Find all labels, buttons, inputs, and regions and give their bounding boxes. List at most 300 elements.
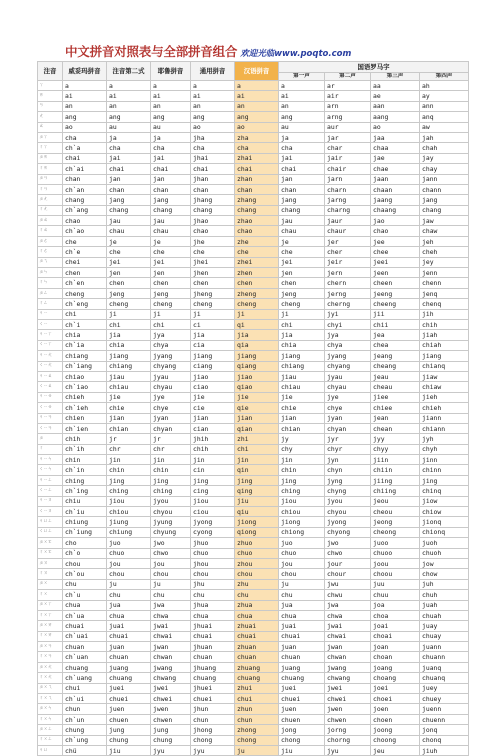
table-row	[38, 662, 469, 672]
cell-tone-2: jwai	[325, 621, 371, 631]
cell-tone-4: chuay	[420, 631, 469, 641]
cell-tone-4: jay	[420, 153, 469, 163]
cell-mps2: jiou	[107, 496, 151, 506]
cell-mps2: chuo	[107, 548, 151, 558]
cell-zhuyin: ㄓㄨㄣ	[38, 704, 63, 714]
cell-tone-2: chwu	[325, 590, 371, 600]
cell-tone-4: jiuh	[420, 746, 469, 756]
cell-zhuyin: ㄐㄧㄥ	[38, 475, 63, 485]
cell-hanyu-pinyin: jian	[235, 413, 279, 423]
cell-mps2: chau	[107, 226, 151, 236]
cell-tongyong: jiao	[191, 371, 235, 381]
cell-zhuyin: ㄚ	[38, 81, 63, 91]
cell-mps2: jeng	[107, 288, 151, 298]
cell-hanyu-pinyin: ang	[235, 112, 279, 122]
cell-tongyong: jhua	[191, 600, 235, 610]
cell-tone-1: chiou	[279, 507, 325, 517]
cell-mps2: chou	[107, 569, 151, 579]
cell-hanyu-pinyin: zhu	[235, 579, 279, 589]
cell-tone-2: chyong	[325, 527, 371, 537]
cell-hanyu-pinyin: zhuai	[235, 621, 279, 631]
cell-wade-giles: ai	[63, 91, 107, 101]
cell-hanyu-pinyin: qin	[235, 465, 279, 475]
cell-tone-1: jian	[279, 413, 325, 423]
cell-mps2: jiang	[107, 351, 151, 361]
cell-zhuyin: ㄔㄞ	[38, 164, 63, 174]
cell-mps2: cheng	[107, 299, 151, 309]
cell-hanyu-pinyin: chou	[235, 569, 279, 579]
cell-mps2: jou	[107, 558, 151, 568]
cell-tone-2: jyang	[325, 351, 371, 361]
cell-tongyong: chu	[191, 590, 235, 600]
cell-yale: chan	[151, 184, 191, 194]
cell-wade-giles: ch`an	[63, 184, 107, 194]
cell-yale: chyan	[151, 423, 191, 433]
cell-yale: chang	[151, 205, 191, 215]
cell-tone-1: chin	[279, 465, 325, 475]
cell-tone-4: juh	[420, 579, 469, 589]
cell-yale: cha	[151, 143, 191, 153]
cell-tone-4: juann	[420, 642, 469, 652]
cell-tongyong: jhong	[191, 725, 235, 735]
cell-tongyong: jhei	[191, 257, 235, 267]
cell-wade-giles: ch`ia	[63, 340, 107, 350]
cell-tone-1: chuen	[279, 714, 325, 724]
cell-tone-3: aan	[371, 101, 420, 111]
cell-wade-giles: ch`iang	[63, 361, 107, 371]
cell-mps2: jiau	[107, 371, 151, 381]
cell-zhuyin: ㄔㄨㄤ	[38, 673, 63, 683]
table-row	[38, 579, 469, 589]
cell-tongyong: jyong	[191, 517, 235, 527]
cell-mps2: ai	[107, 91, 151, 101]
table-row	[38, 590, 469, 600]
cell-tone-1: juen	[279, 704, 325, 714]
cell-tongyong: ao	[191, 122, 235, 132]
cell-tone-2: chwan	[325, 652, 371, 662]
table-row	[38, 361, 469, 371]
cell-wade-giles: ch`in	[63, 465, 107, 475]
cell-tongyong: ai	[191, 91, 235, 101]
cell-tone-3: jaang	[371, 195, 420, 205]
cell-tongyong: jhun	[191, 704, 235, 714]
cell-mps2: ching	[107, 486, 151, 496]
cell-tone-4: chuoh	[420, 548, 469, 558]
cell-tone-1: ji	[279, 309, 325, 319]
cell-mps2: jiung	[107, 517, 151, 527]
table-row	[38, 371, 469, 381]
cell-hanyu-pinyin: zhuan	[235, 642, 279, 652]
cell-tone-4: juoh	[420, 538, 469, 548]
header-yale: 耶鲁拼音	[151, 62, 191, 81]
cell-hanyu-pinyin: ju	[235, 746, 279, 756]
cell-hanyu-pinyin: zhei	[235, 257, 279, 267]
cell-hanyu-pinyin: chi	[235, 444, 279, 454]
cell-tone-2: chyi	[325, 319, 371, 329]
cell-tone-2: jerng	[325, 288, 371, 298]
cell-wade-giles: ch`a	[63, 143, 107, 153]
cell-wade-giles: ch`iung	[63, 527, 107, 537]
cell-tone-4: jah	[420, 132, 469, 142]
cell-zhuyin: ㄓㄟ	[38, 257, 63, 267]
cell-tone-2: ar	[325, 81, 371, 91]
cell-mps2: jang	[107, 195, 151, 205]
cell-yale: ang	[151, 112, 191, 122]
pinyin-table	[37, 61, 469, 756]
cell-yale: jwo	[151, 538, 191, 548]
table-row	[38, 309, 469, 319]
cell-tone-1: cha	[279, 143, 325, 153]
cell-mps2: juen	[107, 704, 151, 714]
cell-zhuyin: ㄓㄥ	[38, 288, 63, 298]
cell-wade-giles: ch`u	[63, 590, 107, 600]
cell-wade-giles: ch`uai	[63, 631, 107, 641]
cell-tone-4: juenn	[420, 704, 469, 714]
cell-mps2: je	[107, 236, 151, 246]
cell-mps2: juan	[107, 642, 151, 652]
cell-tone-4: jey	[420, 257, 469, 267]
cell-tone-2: aur	[325, 122, 371, 132]
cell-tongyong: chong	[191, 735, 235, 745]
cell-mps2: chie	[107, 403, 151, 413]
cell-tone-1: ju	[279, 579, 325, 589]
table-row	[38, 184, 469, 194]
cell-tone-2: jyn	[325, 455, 371, 465]
cell-tone-4: chionq	[420, 527, 469, 537]
cell-tone-4: juah	[420, 600, 469, 610]
cell-zhuyin: ㄑㄧㄥ	[38, 486, 63, 496]
cell-yale: chyang	[151, 361, 191, 371]
cell-hanyu-pinyin: chun	[235, 714, 279, 724]
cell-wade-giles: chao	[63, 216, 107, 226]
cell-tone-4: juey	[420, 683, 469, 693]
cell-yale: ai	[151, 91, 191, 101]
cell-tone-3: choou	[371, 569, 420, 579]
cell-tone-1: jan	[279, 174, 325, 184]
cell-tone-4: jieh	[420, 392, 469, 402]
cell-zhuyin: ㄓㄢ	[38, 174, 63, 184]
cell-tone-2: jwo	[325, 538, 371, 548]
cell-mps2: jung	[107, 725, 151, 735]
cell-mps2: chen	[107, 278, 151, 288]
table-row	[38, 413, 469, 423]
table-row	[38, 527, 469, 537]
cell-hanyu-pinyin: chen	[235, 278, 279, 288]
cell-tone-3: choang	[371, 673, 420, 683]
cell-tone-3: cheeng	[371, 299, 420, 309]
cell-wade-giles: ch`un	[63, 714, 107, 724]
cell-hanyu-pinyin: zhuo	[235, 538, 279, 548]
cell-yale: jyan	[151, 413, 191, 423]
cell-wade-giles: ch`ih	[63, 444, 107, 454]
header-row	[38, 62, 469, 73]
cell-mps2: jian	[107, 413, 151, 423]
cell-yale: chyung	[151, 527, 191, 537]
cell-mps2: ji	[107, 309, 151, 319]
cell-hanyu-pinyin: zhuang	[235, 662, 279, 672]
table-row	[38, 205, 469, 215]
cell-wade-giles: chi	[63, 309, 107, 319]
cell-wade-giles: chuang	[63, 662, 107, 672]
cell-hanyu-pinyin: zhun	[235, 704, 279, 714]
cell-mps2: ang	[107, 112, 151, 122]
table-row	[38, 475, 469, 485]
cell-tone-4: jionq	[420, 517, 469, 527]
cell-tongyong: an	[191, 101, 235, 111]
cell-tone-1: jen	[279, 268, 325, 278]
cell-wade-giles: cheng	[63, 288, 107, 298]
table-row	[38, 725, 469, 735]
cell-yale: jing	[151, 475, 191, 485]
cell-tone-1: chong	[279, 735, 325, 745]
cell-tone-2: jwan	[325, 642, 371, 652]
cell-tone-1: jiau	[279, 371, 325, 381]
table-row	[38, 444, 469, 454]
table-row	[38, 423, 469, 433]
cell-hanyu-pinyin: zheng	[235, 288, 279, 298]
cell-tone-4: chenn	[420, 278, 469, 288]
cell-yale: jwan	[151, 642, 191, 652]
cell-hanyu-pinyin: zhai	[235, 153, 279, 163]
cell-tone-4: jiang	[420, 351, 469, 361]
cell-yale: a	[151, 81, 191, 91]
cell-hanyu-pinyin: chua	[235, 610, 279, 620]
cell-zhuyin: ㄓㄤ	[38, 195, 63, 205]
cell-tone-1: jiong	[279, 517, 325, 527]
cell-yale: jan	[151, 174, 191, 184]
cell-wade-giles: ch`iao	[63, 382, 107, 392]
cell-tone-4: ann	[420, 101, 469, 111]
table-row	[38, 236, 469, 246]
cell-mps2: chr	[107, 444, 151, 454]
cell-tone-2: chour	[325, 569, 371, 579]
cell-tone-1: chuan	[279, 652, 325, 662]
cell-tone-4: anq	[420, 112, 469, 122]
cell-zhuyin: ㄓㄨㄥ	[38, 725, 63, 735]
cell-tone-3: chyy	[371, 444, 420, 454]
cell-zhuyin: ㄔㄨㄣ	[38, 714, 63, 724]
cell-tone-4: chonq	[420, 735, 469, 745]
cell-tone-4: jinn	[420, 455, 469, 465]
table-row	[38, 247, 469, 257]
cell-tone-4: chinq	[420, 486, 469, 496]
cell-yale: chya	[151, 340, 191, 350]
cell-tone-2: jye	[325, 392, 371, 402]
cell-hanyu-pinyin: jin	[235, 455, 279, 465]
cell-tongyong: cia	[191, 340, 235, 350]
cell-tone-2: jyan	[325, 413, 371, 423]
cell-hanyu-pinyin: zhui	[235, 683, 279, 693]
table-row	[38, 101, 469, 111]
cell-mps2: chiang	[107, 361, 151, 371]
cell-tone-2: jwang	[325, 662, 371, 672]
cell-yale: jin	[151, 455, 191, 465]
cell-tone-4: chiow	[420, 507, 469, 517]
cell-tone-3: jeang	[371, 351, 420, 361]
cell-tongyong: chao	[191, 226, 235, 236]
cell-tone-2: chwang	[325, 673, 371, 683]
cell-wade-giles: chieh	[63, 392, 107, 402]
cell-tone-1: je	[279, 236, 325, 246]
cell-mps2: chu	[107, 590, 151, 600]
cell-wade-giles: ch`ang	[63, 205, 107, 215]
cell-tone-2: jyr	[325, 434, 371, 444]
cell-zhuyin: ㄑㄧㄚ	[38, 340, 63, 350]
cell-wade-giles: cho	[63, 538, 107, 548]
cell-tone-1: ja	[279, 132, 325, 142]
cell-tone-2: chwa	[325, 610, 371, 620]
cell-hanyu-pinyin: chuo	[235, 548, 279, 558]
cell-mps2: ja	[107, 132, 151, 142]
cell-zhuyin: ㄐㄧㄡ	[38, 496, 63, 506]
cell-wade-giles: ao	[63, 122, 107, 132]
cell-tone-1: jy	[279, 434, 325, 444]
cell-hanyu-pinyin: chao	[235, 226, 279, 236]
cell-tone-3: jii	[371, 309, 420, 319]
cell-mps2: an	[107, 101, 151, 111]
table-row	[38, 548, 469, 558]
cell-yale: chwang	[151, 673, 191, 683]
cell-zhuyin: ㄓㄨ	[38, 579, 63, 589]
cell-zhuyin: ㄔ	[38, 444, 63, 454]
table-row	[38, 746, 469, 756]
cell-tone-4: jiah	[420, 330, 469, 340]
table-row	[38, 112, 469, 122]
cell-tone-4: chuenn	[420, 714, 469, 724]
cell-mps2: chin	[107, 465, 151, 475]
cell-hanyu-pinyin: zhang	[235, 195, 279, 205]
header-tone-3: 第三声	[371, 73, 420, 81]
cell-tone-4: chow	[420, 569, 469, 579]
cell-wade-giles: ch`ao	[63, 226, 107, 236]
cell-wade-giles: ch`ung	[63, 735, 107, 745]
cell-tone-4: chiah	[420, 340, 469, 350]
cell-zhuyin: ㄔㄥ	[38, 299, 63, 309]
cell-tone-2: jyng	[325, 475, 371, 485]
cell-wade-giles: a	[63, 81, 107, 91]
cell-tone-2: jair	[325, 153, 371, 163]
cell-wade-giles: chung	[63, 725, 107, 735]
cell-tongyong: jhuan	[191, 642, 235, 652]
cell-tone-3: chea	[371, 340, 420, 350]
cell-tone-4: chih	[420, 319, 469, 329]
cell-tongyong: jhu	[191, 579, 235, 589]
cell-tone-2: chern	[325, 278, 371, 288]
cell-tone-3: chee	[371, 247, 420, 257]
cell-tone-4: jyh	[420, 434, 469, 444]
cell-wade-giles: chin	[63, 455, 107, 465]
cell-tone-4: chaw	[420, 226, 469, 236]
cell-tongyong: chun	[191, 714, 235, 724]
cell-tone-1: jua	[279, 600, 325, 610]
cell-tone-3: jae	[371, 153, 420, 163]
document-title	[65, 42, 351, 60]
cell-yale: au	[151, 122, 191, 132]
cell-tone-1: chuei	[279, 694, 325, 704]
cell-mps2: jau	[107, 216, 151, 226]
table-row	[38, 538, 469, 548]
cell-tone-4: jiaw	[420, 371, 469, 381]
cell-tone-2: jern	[325, 268, 371, 278]
cell-yale: jwang	[151, 662, 191, 672]
cell-tone-1: chi	[279, 319, 325, 329]
cell-yale: jyau	[151, 371, 191, 381]
cell-tone-3: joang	[371, 662, 420, 672]
cell-tongyong: jhao	[191, 216, 235, 226]
cell-mps2: a	[107, 81, 151, 91]
table-row	[38, 174, 469, 184]
cell-tongyong: ciang	[191, 361, 235, 371]
cell-yale: chwo	[151, 548, 191, 558]
cell-hanyu-pinyin: jia	[235, 330, 279, 340]
cell-tongyong: jhan	[191, 174, 235, 184]
table-row	[38, 434, 469, 444]
table-row	[38, 288, 469, 298]
table-row	[38, 382, 469, 392]
cell-tone-4: chang	[420, 205, 469, 215]
header-tone-4: 第四声	[420, 73, 469, 81]
cell-tone-1: jou	[279, 558, 325, 568]
cell-tone-1: chy	[279, 444, 325, 454]
table-row	[38, 673, 469, 683]
cell-hanyu-pinyin: zhua	[235, 600, 279, 610]
cell-tone-2: cherng	[325, 299, 371, 309]
cell-tone-2: jyu	[325, 746, 371, 756]
cell-mps2: jan	[107, 174, 151, 184]
cell-hanyu-pinyin: qiao	[235, 382, 279, 392]
cell-hanyu-pinyin: jing	[235, 475, 279, 485]
cell-tone-2: jyou	[325, 496, 371, 506]
cell-tone-3: chiin	[371, 465, 420, 475]
cell-hanyu-pinyin: chui	[235, 694, 279, 704]
cell-tongyong: jhuai	[191, 621, 235, 631]
cell-tone-3: chuoo	[371, 548, 420, 558]
cell-tongyong: cing	[191, 486, 235, 496]
cell-tone-2: cher	[325, 247, 371, 257]
cell-tone-4: chinn	[420, 465, 469, 475]
cell-tone-1: chen	[279, 278, 325, 288]
cell-hanyu-pinyin: qian	[235, 423, 279, 433]
cell-tone-3: juu	[371, 579, 420, 589]
cell-tone-4: jiann	[420, 413, 469, 423]
cell-tone-1: jie	[279, 392, 325, 402]
cell-hanyu-pinyin: zhong	[235, 725, 279, 735]
cell-tone-3: jeeng	[371, 288, 420, 298]
cell-tone-4: aw	[420, 122, 469, 132]
cell-yale: jwei	[151, 683, 191, 693]
cell-zhuyin: ㄔㄜ	[38, 247, 63, 257]
cell-zhuyin: ㄐㄧㄠ	[38, 371, 63, 381]
cell-wade-giles: cha	[63, 132, 107, 142]
cell-tone-3: cheang	[371, 361, 420, 371]
cell-mps2: chiung	[107, 527, 151, 537]
cell-tone-3: ao	[371, 122, 420, 132]
cell-zhuyin: ㄑㄧㄣ	[38, 465, 63, 475]
cell-hanyu-pinyin: ji	[235, 309, 279, 319]
cell-mps2: juo	[107, 538, 151, 548]
cell-tone-2: jorng	[325, 725, 371, 735]
cell-hanyu-pinyin: qing	[235, 486, 279, 496]
cell-tongyong: ci	[191, 319, 235, 329]
cell-tone-3: choei	[371, 694, 420, 704]
header-mps2: 注音第二式	[107, 62, 151, 81]
cell-tone-1: juan	[279, 642, 325, 652]
cell-zhuyin: ㄓㄡ	[38, 558, 63, 568]
cell-wade-giles: an	[63, 101, 107, 111]
cell-tone-1: chai	[279, 164, 325, 174]
cell-mps2: chang	[107, 205, 151, 215]
cell-zhuyin: ㄔㄨㄛ	[38, 548, 63, 558]
